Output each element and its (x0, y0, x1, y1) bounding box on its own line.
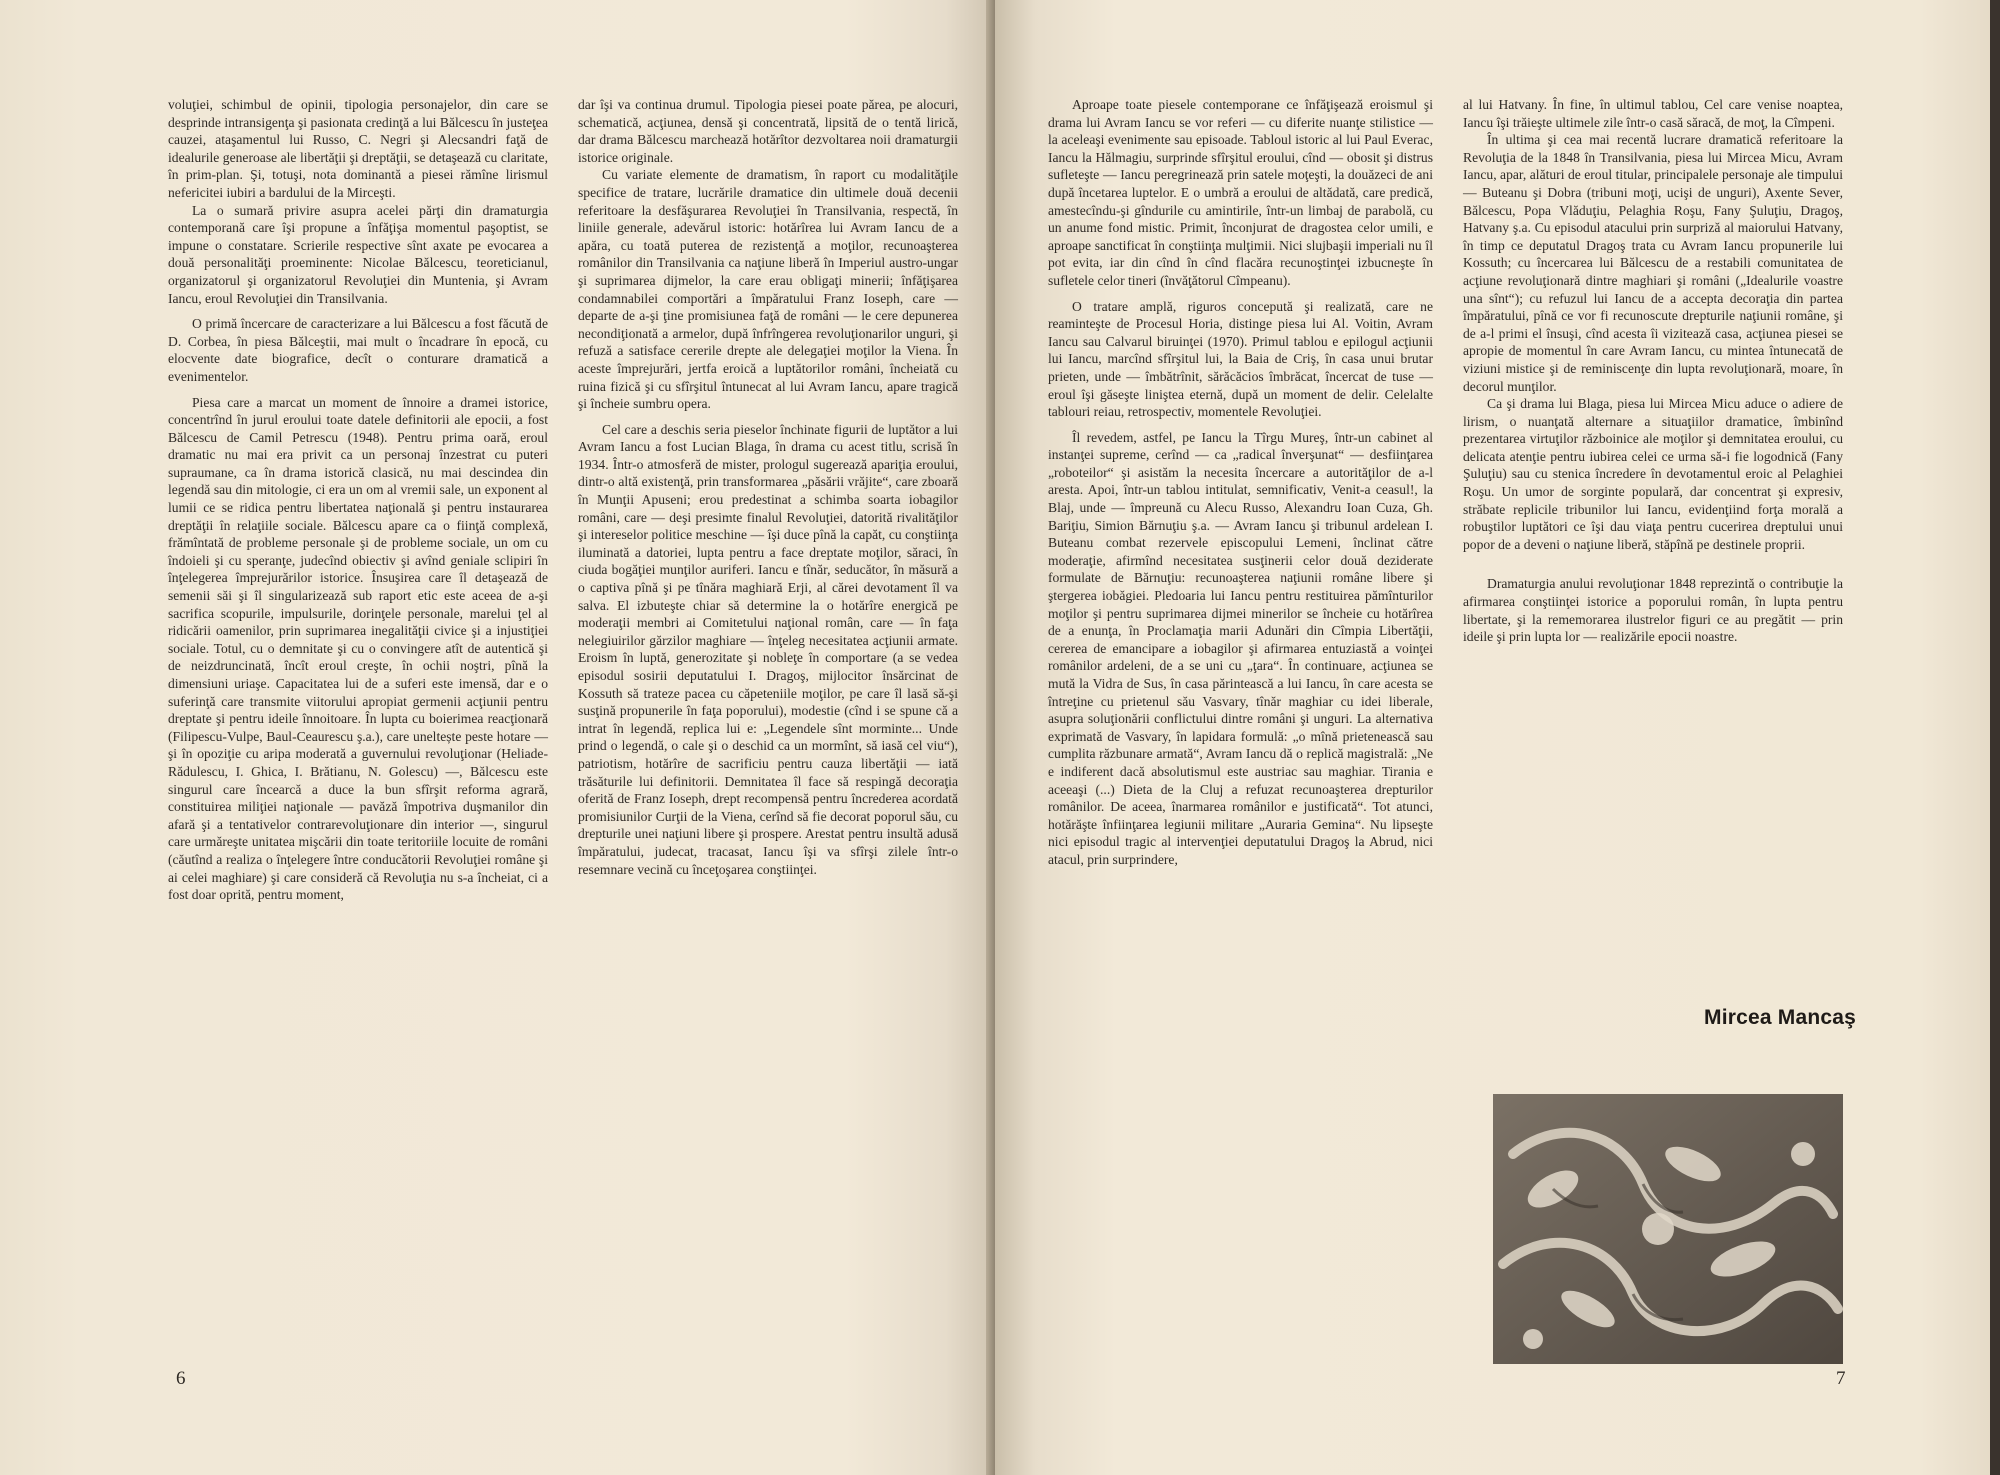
paragraph: O tratare amplă, riguros concepută şi realizată, care ne reaminteşte de Procesul Horia, distinge piesa lui Al. Voitin, Avram Iancu sau Calvarul biruinţei (1970). Primul tablou e epilogul acţiunii lui Iancu, marcînd sfîrşitul lui, la Baia de Criş, în casa unui brutar prieten, unde — îmbătrînit, sărăcăcios îmbrăcat, încercat de tuse — eroul îşi găseşte liniştea eternă, după un moment de delir. Celelalte tablouri reiau, retrospectiv, momentele Revoluţiei. (1048, 298, 1433, 420)
paragraph: Piesa care a marcat un moment de înnoire a dramei istorice, concentrînd în jurul eroului toate datele definitorii ale epocii, a fost Bălcescu de Camil Petrescu (1948). Pentru prima oară, eroul dramatic nu mai era privit ca un personaj înzestrat cu puteri supraumane, ca în drama istorică clasică, nu mai descindea din legendă sau din mitologie, ci era un om al vremii sale, un exponent al lumii ce se ridica pentru libertatea naţională şi pentru instaurarea dreptăţii în relaţiile sociale. Bălcescu apare ca o fiinţă complexă, frămîntată de probleme personale şi de probleme sociale, un om cu îndoieli şi cu speranţe, judecînd obiectiv şi avînd geniale sclipiri în înţelegerea împrejurărilor istorice. Însuşirea care îl detaşează de semenii săi şi îl singularizează sub raport etic este aceea de a-şi sacrifica scopurile, impulsurile, dorinţele personale, marelui ţel al ridicării oamenilor, prin suprimarea inegalităţii civice şi a injustiţiei sociale. Totul, cu o demnitate şi cu o convingere atît de autentică şi de neizdruncinată, încît eroul creşte, în ochii noştri, pînă la dimensiuni uriaşe. Capacitatea lui de a suferi este imensă, dar e o suferinţă care transmite viitorului apropiat germenii acţiunii pentru dreptate şi pentru ideile înnoitoare. În lupta cu boierimea reacţionară (Filipescu-Vulpe, Baul-Ceaurescu ş.a.), care uneltește peste hotare — şi în opoziţie cu aripa moderată a guvernului revoluţionar (Heliade-Rădulescu, I. Ghica, I. Brătianu, N. Golescu) —, Bălcescu este singurul care încearcă a duce la bun sfîrşit reforma agrară, constituirea miliţiei naţionale — pavăză împotriva duşmanilor din afară şi a tentativelor contrarevoluţionare din interior —, singurul care urmăreşte unitatea mişcării din toate teritoriile locuite de români (căutînd a realiza o înţelegere între conducătorii Revoluţiei române şi ai celei maghiare) şi care consideră că Revoluţia nu s-a încheiat, ci a fost doar oprită, pentru moment, (168, 394, 548, 903)
page-number-left: 6 (176, 1368, 186, 1389)
page-edge (1990, 0, 2000, 1475)
text-column-4 (1463, 96, 1843, 646)
left-page (0, 0, 995, 1475)
author-signature: Mircea Mancaş (1704, 1006, 1857, 1029)
paragraph: Ca şi drama lui Blaga, piesa lui Mircea Micu aduce o adiere de lirism, o nuanţată alternare a situaţiilor dramatice, îmbinînd prezentarea virtuţilor războinice ale moţilor şi demnitatea eroului, cu delicata atenţie pentru iubirea celei ce urma să-i fie logodnică (Fany Şuluţiu) sau cu stenica încredere în devotamentul eroic al Pelaghiei Roşu. Un umor de sorginte populară, dar concentrat şi expresiv, străbate replicile tribunilor lui Iancu, evidenţiind forţa morală a robuştilor luptători ce îşi dau viaţa pentru cucerirea dreptului unui popor de a deveni o naţiune liberă, stăpînă pe destinele proprii. (1463, 396, 1843, 552)
paragraph-conclusion: Dramaturgia anului revoluţionar 1848 reprezintă o contribuţie la afirmarea conştiinţei istorice a poporului român, în lupta pentru libertate, şi la rememorarea ilustrelor figuri ce au pregătit — prin ideile şi prin lupta lor — realizările epocii noastre. (1463, 576, 1843, 645)
ornamental-carving-photo-icon (1493, 1094, 1843, 1364)
paragraph: Îl revedem, astfel, pe Iancu la Tîrgu Mureş, într-un cabinet al instanţei supreme, cerînd — ca „radical înverşunat“ — desfiinţarea „roboteilor“ şi asistăm la necesita încercare a autorităţilor de a-l aresta. Apoi, într-un tablou intitulat, semnificativ, Venit-a ceasul!, la Blaj, unde — împreună cu Alecu Russo, Alexandru Ioan Cuza, Gh. Bariţiu, Simion Bărnuţiu ş.a. — Avram Iancu şi tribunul ardelean I. Buteanu combat rezervele episcopului Lemeni, înclinat către moderaţie, afirmînd necesitatea susţinerii celor două deziderate formulate de Bărnuţiu: recunoaşterea naţiunii române libere şi ştergerea iobăgiei. Pledoaria lui Iancu pentru restituirea pămînturilor moţilor şi pentru suprimarea dijmei minerilor se încheie cu hotărîrea de a enunţa, în Proclamaţia marii Adunări din Cîmpia Libertăţii, cererea de emancipare a iobagilor şi afirmarea entuziastă a voinţei românilor ardeleni, de a se uni cu „ţara“. În continuare, acţiunea se mută la Vidra de Sus, în casa părintească a lui Iancu, în care acesta se întreţine cu prietenul său Vasvary, tînăr maghiar cu idei liberale, asupra soluţionării conflictului dintre români şi unguri. La alternativa exprimată de Vasvary, în lapidara formulă: „o mînă prietenească sau cumplita răzbunare armată“, Avram Iancu dă o replică magistrală: „Ne e indiferent dacă absolutismul este austriac sau maghiar. Tirania e aceeaşi (...) Dieta de la Cluj a refuzat recunoaşterea drepturilor românilor. De aceea, înarmarea românilor e justificată“. Tot atunci, hotărăşte înfiinţarea legiunii militare „Auraria Gemina“. Nu lipseşte nici episodul tragic al intervenţiei deputatului Dragoş la Abrud, nici atacul, prin surprindere, (1048, 429, 1433, 867)
paragraph: În ultima şi cea mai recentă lucrare dramatică referitoare la Revoluţia de la 1848 în Transilvania, piesa lui Mircea Micu, Avram Iancu, apar, alături de eroul titular, principalele personaje ale timpului — Buteanu şi Dobra (tribuni moţi, ucişi de unguri), Axente Sever, Bălcescu, Popa Vlăduţiu, Pelaghia Roşu, Fany Şuluţiu, Dragoş, Hatvany ş.a. Cu episodul atacului prin surpriză al maiorului Hatvany, în timp ce deputatul Dragoş trata cu Avram Iancu propunerile lui Kossuth; cu încercarea lui Bălcescu de a restabili comunitatea de acţiune revoluţionară dintre maghiari şi români („Idealurile voastre una sînt“); cu refuzul lui Iancu de a accepta decoraţia din partea împăratului, pînă ce vor fi recunoscute drepturile naţiunii române, şi de a-l primi el însuşi, cînd acesta îi vizitează casa, acţiunea piesei se apropie de momentul în care Avram Iancu, cu mintea întunecată de viziuni mistice şi de reminiscenţe din lupta revoluţionară, moare, în decorul munţilor. (1463, 132, 1843, 394)
paragraph: dar îşi va continua drumul. Tipologia piesei poate părea, pe alocuri, schematică, acţiunea, densă şi concentrată, lipsită de o tentă lirică, dar drama Bălcescu marchează hotărîtor dezvoltarea noii dramaturgii istorice originale. (578, 97, 958, 165)
paragraph: Cu variate elemente de dramatism, în raport cu modalităţile specifice de tratare, lucrările dramatice din ultimele două decenii referitoare la desfăşurarea Revoluţiei în Transilvania, respectă, în liniile generale, adevărul istoric: hotărîrea lui Avram Iancu de a apăra, cu toată puterea de rezistenţă a moţilor, recunoaşterea românilor din Transilvania ca naţiune liberă în Imperiul austro-ungar şi suprimarea dijmelor, la care erau obligaţi minerii; înfăţişarea condamnabilei comportări a împăratului Franz Ioseph, care — departe de a-şi ţine promisiunea faţă de români — le cere depunerea necondiţionată a armelor, după înfrîngerea revoluţionarilor unguri, şi refuză a satisface cererile drepte ale delegaţiei moţilor la Viena. În aceste împrejurări, jertfa eroică a luptătorilor români, încheiată cu ruina fizică şi cu sfîrşitul întunecat al lui Avram Iancu, apare tragică şi încheie sumbru opera. (578, 167, 958, 412)
paragraph: O primă încercare de caracterizare a lui Bălcescu a fost făcută de D. Corbea, în piesa Bălceştii, mai mult o încadrare în epocă, cu elocvente date biografice, decît o conturare dramatică a evenimentelor. (168, 316, 548, 384)
paragraph: Cel care a deschis seria pieselor închinate figurii de luptător a lui Avram Iancu a fost Lucian Blaga, în drama cu acest titlu, scrisă în 1934. Într-o atmosferă de mister, prologul sugerează apariţia eroului, dintr-o altă existenţă, prin transformarea „păsării vrăjite“, care zboară în Munţii Apuseni; erou predestinat a schimba soarta iobagilor români, care — deşi presimte finalul Revoluţiei, datorită rivalităţilor şi intereselor politice meschine — îşi duce pînă la capăt, cu conştiinţa iluminată a datoriei, lupta pentru a face dreptate moţilor, săraci, în ciuda bogăţiei munţilor auriferi. Iancu e tînăr, seducător, în măsură a o captiva pînă şi pe tînăra maghiară Erji, al cărei devotament îl va salva. El izbuteşte chiar să determine la o hotărîre energică pe moderaţii membri ai Comitetului naţional român, care — în faţa nelegiuirilor gărzilor maghiare — înţeleg necesitatea acţiunii armate. Eroism în luptă, generozitate şi nobleţe în comportare (a se vedea episodul sosirii deputatului I. Dragoş, mijlocitor însărcinat de Kossuth să trateze pacea cu căpeteniile moţilor, pe care îl lasă să-şi susţină propunerile în faţa poporului), modestie (cînd i se spune că a intrat în legendă, replica lui e: „Legendele sînt morminte... Unde prind o legendă, o cale şi o deschid ca un mormînt, să iasă cel viu“), patriotism, hotărîre de sacrificiu pentru cauza libertăţii — iată trăsăturile lui definitorii. Demnitatea îl face să respingă decoraţia oferită de Franz Ioseph, drept recompensă pentru încrederea acordată promisiunilor Curţii de la Viena, cerînd să fie decorat poporul său, cu drepturile unei naţiuni libere şi prospere. Arestat pentru insultă adusă împăratului, judecat, tracasat, Iancu îşi va sfîrşi zilele într-o resemnare vecină cu înceţoşarea conştiinţei. (578, 421, 958, 877)
paragraph: al lui Hatvany. În fine, în ultimul tablou, Cel care venise noaptea, Iancu îşi trăieşte ultimele zile într-o casă săracă, de moţ, la Cîmpeni. (1463, 97, 1843, 130)
page-number-right: 7 (1836, 1368, 1846, 1389)
paragraph: Aproape toate piesele contemporane ce înfăţişează eroismul şi drama lui Avram Iancu se vor referi — cu diferite nuanţe stilistice — la aceleaşi evenimente sau episoade. Tabloul istoric al lui Paul Everac, Iancu la Hălmagiu, surprinde sfîrşitul eroului, cînd — obosit şi distrus sufleteşte — Iancu peregrinează prin satele moţeşti, la douăzeci de ani după încetarea luptelor. E o umbră a eroului de altădată, care predică, amestecîndu-şi gîndurile cu amintirile, într-un limbaj de parabolă, cu un anume fond mistic. Primit, înconjurat de dragostea celor umili, e aproape sanctificat în conştiinţa mulţimii. Nici slujbaşii imperiali nu îl pot evita, iar din cînd în cînd flacăra recunoştinţei izbucneşte în sufletele celor tineri (învăţătorul Cîmpeanu). (1048, 97, 1433, 288)
text-column-3 (1048, 96, 1433, 869)
paragraph: La o sumară privire asupra acelei părţi din dramaturgia contemporană care îşi propune a înfăţişa momentul paşoptist, se impune o constatare. Scrierile respective sînt axate pe evocarea a două personalităţi proeminente: Nicolae Bălcescu, teoreticianul, organizatorul şi organizatorul Revoluţiei din Muntenia, şi Avram Iancu, eroul Revoluţiei din Transilvania. (168, 202, 548, 306)
paragraph: voluţiei, schimbul de opinii, tipologia personajelor, din care se desprinde intransigenţa şi pasionata credinţă a lui Bălcescu în justeţea cauzei, ataşamentul lui Russo, C. Negri şi Alecsandri faţă de idealurile generoase ale libertăţii şi dreptăţii, se detaşează cu claritate, în prim-plan. Şi, totuşi, nota dominantă a piesei rămîne lirismul nefericitei iubiri a bardului de la Mirceşti. (168, 97, 548, 200)
text-column-2 (578, 96, 958, 878)
right-page (995, 0, 2000, 1475)
text-column-1 (168, 96, 548, 904)
